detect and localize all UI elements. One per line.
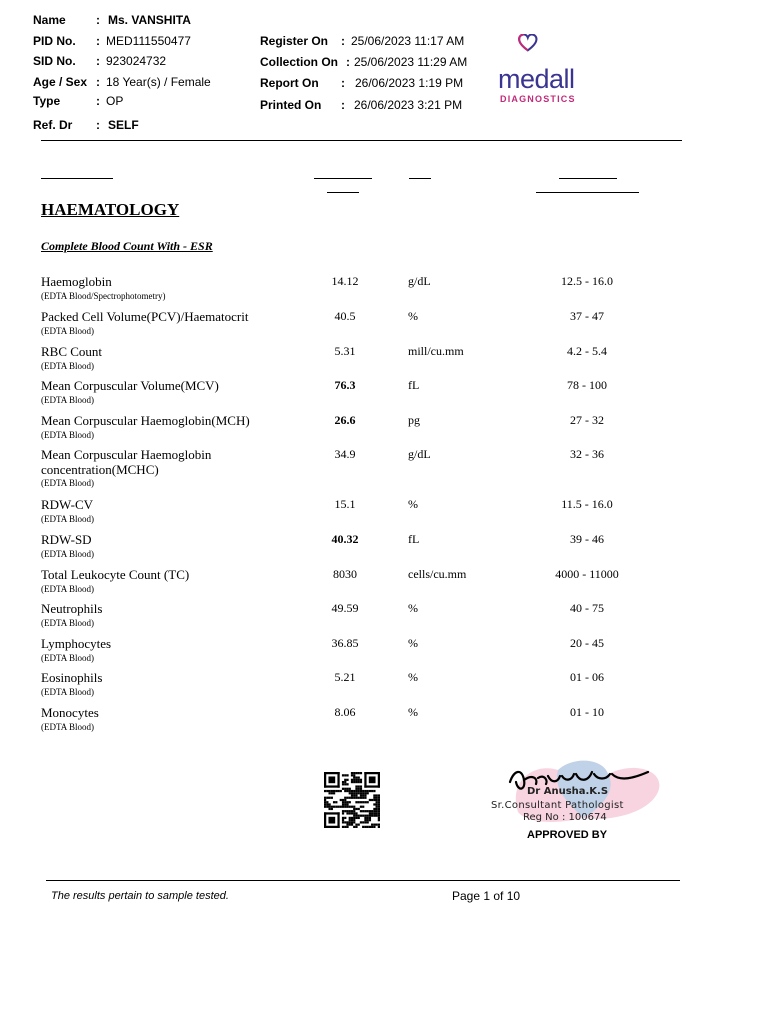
test-group-title: Complete Blood Count With - ESR xyxy=(41,239,213,253)
pathologist-title: Sr.Consultant Pathologist xyxy=(491,800,624,811)
test-value: 8030 xyxy=(333,567,357,581)
pid-value: MED111550477 xyxy=(106,34,191,48)
test-value: 76.3 xyxy=(334,378,356,392)
test-name: RDW-CV xyxy=(41,497,93,512)
test-specimen: (EDTA Blood) xyxy=(41,687,95,697)
test-reference-range: 39 - 46 xyxy=(570,532,604,546)
test-name: RDW-SD xyxy=(41,532,92,547)
test-reference-range: 20 - 45 xyxy=(570,636,604,650)
test-name: Mean Corpuscular Volume(MCV) xyxy=(41,378,219,393)
report-value: 26/06/2023 1:19 PM xyxy=(355,76,464,90)
test-reference-range: 37 - 47 xyxy=(570,309,604,323)
test-name: Haemoglobin xyxy=(41,274,112,289)
test-specimen: (EDTA Blood/Spectrophotometry) xyxy=(41,291,166,301)
column-underline-ref xyxy=(559,178,617,179)
test-name: RBC Count xyxy=(41,344,103,359)
test-name: Monocytes xyxy=(41,705,99,720)
test-name: Neutrophils xyxy=(41,601,103,616)
test-value: 34.9 xyxy=(334,447,356,461)
separator: : xyxy=(346,55,350,69)
column-underline-result-2 xyxy=(327,192,359,193)
register-label: Register On xyxy=(260,34,329,48)
logo-wordmark: medall xyxy=(498,64,575,94)
header-divider xyxy=(41,140,682,141)
register-value: 25/06/2023 11:17 AM xyxy=(351,34,465,48)
test-reference-range: 01 - 06 xyxy=(570,670,604,684)
section-title: HAEMATOLOGY xyxy=(41,200,180,219)
test-unit: % xyxy=(408,636,418,650)
test-unit: pg xyxy=(408,413,420,427)
test-specimen: (EDTA Blood) xyxy=(41,326,95,336)
test-reference-range: 40 - 75 xyxy=(570,601,604,615)
test-name: Eosinophils xyxy=(41,670,103,685)
sid-label: SID No. xyxy=(33,54,76,68)
separator: : xyxy=(341,34,345,48)
test-unit: mill/cu.mm xyxy=(408,344,464,358)
printed-label: Printed On xyxy=(260,98,322,112)
separator: : xyxy=(96,13,100,27)
medall-logo-heart-icon xyxy=(516,34,558,68)
ref-dr-label: Ref. Dr xyxy=(33,118,73,132)
test-specimen: (EDTA Blood) xyxy=(41,395,95,405)
test-unit: % xyxy=(408,601,418,615)
type-value: OP xyxy=(106,94,124,108)
patient-name: Ms. VANSHITA xyxy=(108,13,191,27)
separator: : xyxy=(96,75,100,89)
footer-note: The results pertain to sample tested. xyxy=(51,890,229,902)
test-specimen: (EDTA Blood) xyxy=(41,584,95,594)
test-specimen: (EDTA Blood) xyxy=(41,478,95,488)
separator: : xyxy=(96,118,100,132)
separator: : xyxy=(96,54,100,68)
collection-label: Collection On xyxy=(260,55,338,69)
test-value: 49.59 xyxy=(331,601,359,615)
test-value: 40.5 xyxy=(334,309,356,323)
age-sex-value: 18 Year(s) / Female xyxy=(106,75,211,89)
test-name: Mean Corpuscular Haemoglobin concentration(MCHC) xyxy=(41,447,212,477)
test-reference-range: 11.5 - 16.0 xyxy=(561,497,613,511)
test-value: 8.06 xyxy=(334,705,356,719)
test-name: Mean Corpuscular Haemoglobin(MCH) xyxy=(41,413,250,428)
test-unit: g/dL xyxy=(408,447,431,461)
test-value: 26.6 xyxy=(334,413,356,427)
separator: : xyxy=(96,34,100,48)
test-reference-range: 4000 - 11000 xyxy=(555,567,619,581)
test-value: 15.1 xyxy=(334,497,356,511)
test-value: 40.32 xyxy=(331,532,359,546)
column-underline-test xyxy=(41,178,113,179)
test-reference-range: 4.2 - 5.4 xyxy=(567,344,607,358)
test-specimen: (EDTA Blood) xyxy=(41,549,95,559)
test-unit: g/dL xyxy=(408,274,431,288)
separator: : xyxy=(341,76,345,90)
column-underline-unit xyxy=(409,178,431,179)
qr-code xyxy=(324,772,380,828)
test-unit: % xyxy=(408,309,418,323)
column-underline-ref-2 xyxy=(536,192,639,193)
separator: : xyxy=(341,98,345,112)
age-sex-label: Age / Sex xyxy=(33,75,88,89)
test-specimen: (EDTA Blood) xyxy=(41,514,95,524)
approved-by: APPROVED BY xyxy=(527,829,608,841)
test-specimen: (EDTA Blood) xyxy=(41,653,95,663)
page-number: Page 1 of 10 xyxy=(452,889,521,903)
test-unit: fL xyxy=(408,378,420,392)
test-value: 5.31 xyxy=(334,344,356,358)
test-specimen: (EDTA Blood) xyxy=(41,618,95,628)
test-value: 5.21 xyxy=(334,670,356,684)
test-specimen: (EDTA Blood) xyxy=(41,361,95,371)
test-value: 14.12 xyxy=(331,274,359,288)
test-specimen: (EDTA Blood) xyxy=(41,722,95,732)
test-reference-range: 27 - 32 xyxy=(570,413,604,427)
printed-value: 26/06/2023 3:21 PM xyxy=(354,98,463,112)
column-underline-result xyxy=(314,178,372,179)
test-unit: % xyxy=(408,705,418,719)
report-label: Report On xyxy=(260,76,319,90)
test-value: 36.85 xyxy=(331,636,359,650)
test-name: Total Leukocyte Count (TC) xyxy=(41,567,190,582)
ref-dr-value: SELF xyxy=(108,118,139,132)
test-reference-range: 78 - 100 xyxy=(567,378,607,392)
pid-label: PID No. xyxy=(33,34,76,48)
test-reference-range: 12.5 - 16.0 xyxy=(561,274,613,288)
footer-divider xyxy=(46,880,680,881)
sid-value: 923024732 xyxy=(106,54,167,68)
pathologist-name: Dr Anusha.K.S xyxy=(527,786,609,797)
test-unit: fL xyxy=(408,532,420,546)
test-name: Packed Cell Volume(PCV)/Haematocrit xyxy=(41,309,249,324)
name-label: Name xyxy=(33,13,66,27)
test-unit: cells/cu.mm xyxy=(408,567,467,581)
test-specimen: (EDTA Blood) xyxy=(41,430,95,440)
test-name: Lymphocytes xyxy=(41,636,112,651)
test-unit: % xyxy=(408,670,418,684)
collection-value: 25/06/2023 11:29 AM xyxy=(354,55,468,69)
test-reference-range: 01 - 10 xyxy=(570,705,604,719)
pathologist-reg-no: Reg No : 100674 xyxy=(523,812,607,823)
logo-subtitle: DIAGNOSTICS xyxy=(500,94,576,104)
test-reference-range: 32 - 36 xyxy=(570,447,604,461)
separator: : xyxy=(96,94,100,108)
test-unit: % xyxy=(408,497,418,511)
type-label: Type xyxy=(33,94,61,108)
